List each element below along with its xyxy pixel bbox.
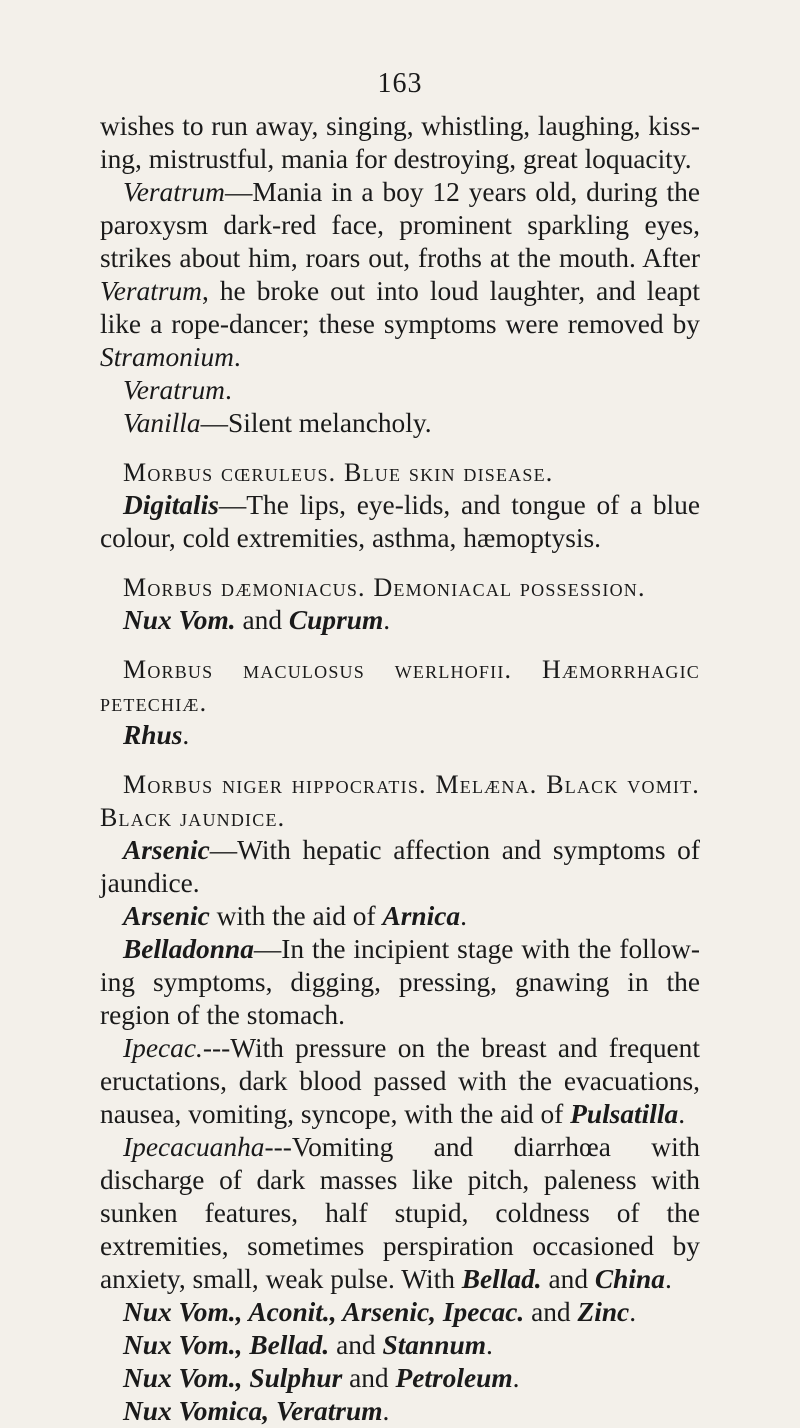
remedy-list: Nux Vom., Sulphur [123,1363,343,1393]
text: ---With pressure on the breast and frequent eructations, dark blood passed with the evacuations, nausea, vomiting, syncope, with the aid of [100,1033,700,1129]
remedy-name: Arnica [382,901,461,931]
paragraph-veratrum-mania [100,176,700,374]
text: and [541,1264,595,1294]
text: wishes to run away, singing, whistling, laughing, kissing, mistrustful, mania for destroying, great loquacity. [100,111,700,174]
remedy-name: Veratrum [123,375,225,405]
remedy-name: Ipecac. [123,1033,203,1063]
text: —With hepatic affection and symptoms of jaundice. [100,835,700,898]
remedy-name: Rhus [123,720,183,750]
remedy-name: Stannum [382,1330,487,1360]
remedy-name: Arsenic [123,835,210,865]
remedy-name: Arsenic [123,901,210,931]
section-heading-morbus-daemoniacus: Morbus dæmoniacus. Demoniacal possession. [123,573,646,602]
remedy-name: Veratrum [123,177,225,207]
text: . [182,720,190,750]
text: . [224,375,232,405]
paragraph-nux-stannum [100,1329,700,1362]
remedy-name: Belladonna [123,934,254,964]
remedy-list: Nux Vomica, Veratrum [123,1396,383,1426]
text: . [382,1396,390,1426]
paragraph-arsenic-hepatic [100,834,700,900]
remedy-list: Nux Vom., Bellad. [123,1330,330,1360]
page-body [100,110,700,1428]
remedy-name: Veratrum [100,276,202,306]
text: . [512,1363,520,1393]
paragraph-veratrum [100,374,700,407]
remedy-name: Nux Vom. [123,605,236,635]
paragraph-ipecac [100,1032,700,1131]
text: —Mania in a boy 12 years old, during the paroxysm dark-red face, prominent sparkling eyes, strikes about him, roars out, froths at the mouth. After [100,177,700,273]
text: . [664,1264,672,1294]
paragraph-arsenic-arnica [100,900,700,933]
section-heading-morbus-maculosus: Morbus maculosus werlhofii. Hæmorrhagic petechiæ. [100,655,700,717]
paragraph-digitalis [100,489,700,555]
page-number: 163 [377,68,423,99]
paragraph-nux-zinc [100,1296,700,1329]
text: . [629,1297,637,1327]
remedy-name: Vanilla [123,408,201,438]
paragraph-nux-veratrum [100,1395,700,1428]
text: —In the incipient stage with the following symptoms, digging, pressing, gnawing in the region of the stomach. [100,934,700,1030]
remedy-name: Zinc [577,1297,630,1327]
paragraph-vanilla [100,407,700,440]
paragraph-continuation [100,110,700,176]
paragraph-nux-petroleum [100,1362,700,1395]
text: and [329,1330,383,1360]
remedy-name: China [594,1264,665,1294]
remedy-list: Nux Vom., Aconit., Arsenic, Ipecac. [123,1297,525,1327]
paragraph-ipecacuanha [100,1131,700,1296]
remedy-name: Cuprum [288,605,384,635]
remedy-name: Petroleum [395,1363,513,1393]
section-heading-morbus-niger: Morbus niger hippocratis. Melæna. Black vomit. Black jaundice. [100,770,700,832]
text: . [383,605,391,635]
text: , he broke out into loud laughter, and leapt like a rope-dancer; these symptoms were removed by [100,276,700,339]
text: . [486,1330,493,1360]
remedy-name: Stramonium [100,342,234,372]
remedy-name: Bellad. [461,1264,542,1294]
text: . [460,901,467,931]
remedy-name: Pulsatilla [570,1099,679,1129]
text: . [678,1099,686,1129]
paragraph-belladonna [100,933,700,1032]
text: and [524,1297,578,1327]
text: with the aid of [209,901,383,931]
paragraph-nux-cuprum [100,604,700,637]
text: —The lips, eye-lids, and tongue of a blue colour, cold extremities, asthma, hæmoptysis. [100,490,700,553]
section-heading-morbus-coeruleus: Morbus cœruleus. Blue skin disease. [123,458,554,487]
paragraph-rhus [100,719,700,752]
remedy-name: Digitalis [123,490,219,520]
text: ---Vomiting and diarrhœa with discharge of dark masses like pitch, paleness with sunken features, half stupid, coldness of the extremities, sometimes perspiration occasioned by anxiety, small, weak pulse. With [100,1132,700,1294]
remedy-name: Ipecacuanha [123,1132,265,1162]
text: . [233,342,241,372]
text: —Silent melancholy. [200,408,432,438]
text: and [235,605,289,635]
text: and [342,1363,396,1393]
